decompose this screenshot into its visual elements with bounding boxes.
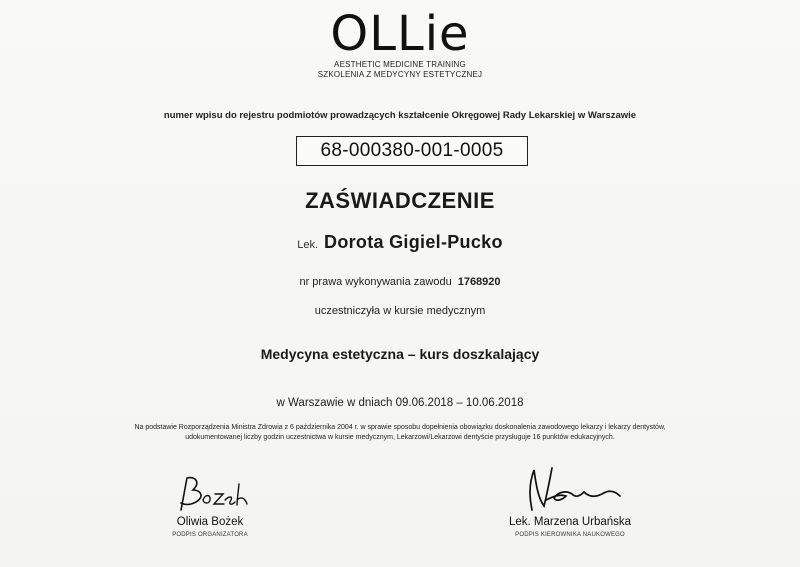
logo-subtitle-line1: AESTHETIC MEDICINE TRAINING (334, 60, 466, 69)
course-name: Medycyna estetyczna – kurs doszkalający (260, 346, 540, 362)
license-row (0, 276, 800, 288)
ollie-logo: OLLie (330, 6, 470, 62)
handwritten-signature-right (510, 460, 630, 516)
signature-role-left: PODPIS ORGANIZATORA (172, 532, 248, 538)
recipient-name: Dorota Gigiel-Pucko (324, 232, 503, 252)
signature-role-right: PODPIS KIEROWNIKA NAUKOWEGO (515, 532, 625, 538)
license-label: nr prawa wykonywania zawodu (299, 276, 452, 288)
place-and-dates: w Warszawie w dniach 09.06.2018 – 10.06.2018 (276, 397, 524, 409)
logo-subtitle-line2: SZKOLENIA Z MEDYCYNY ESTETYCZNEJ (317, 70, 483, 79)
signature-name-left: Oliwia Bożek (176, 516, 244, 528)
recipient-row (0, 232, 800, 253)
license-number: 1768920 (457, 276, 501, 288)
registry-number: 68-000380-001-0005 (320, 140, 504, 161)
registry-caption: numer wpisu do rejestru podmiotów prowadzących kształcenie Okręgowej Rady Lekarskiej w Warszawie (163, 110, 637, 121)
signature-name-right: Lek. Marzena Urbańska (508, 516, 632, 528)
participation-text: uczestniczyła w kursie medycznym (314, 305, 486, 317)
handwritten-signature-left (165, 470, 255, 516)
signature-block-organizer (130, 470, 290, 538)
legal-text-line1: Na podstawie Rozporządzenia Ministra Zdrowia z 6 października 2004 r. w sprawie sposobu dopełnienia obowiązku doskonalenia zawodowego lekarzy i lekarzy dentystów, (134, 424, 666, 431)
legal-text-line2: udokumentowanej liczby godzin uczestnictwa w kursie medycznym, Lekarzowi/Lekarzowi dentyście przysługuje 16 punktów edukacyjnych. (185, 434, 615, 441)
document-title: ZAŚWIADCZENIE (305, 188, 495, 213)
signature-block-scientific-head (470, 460, 670, 538)
recipient-prefix: Lek. (297, 239, 319, 251)
registry-number-box (296, 136, 528, 166)
